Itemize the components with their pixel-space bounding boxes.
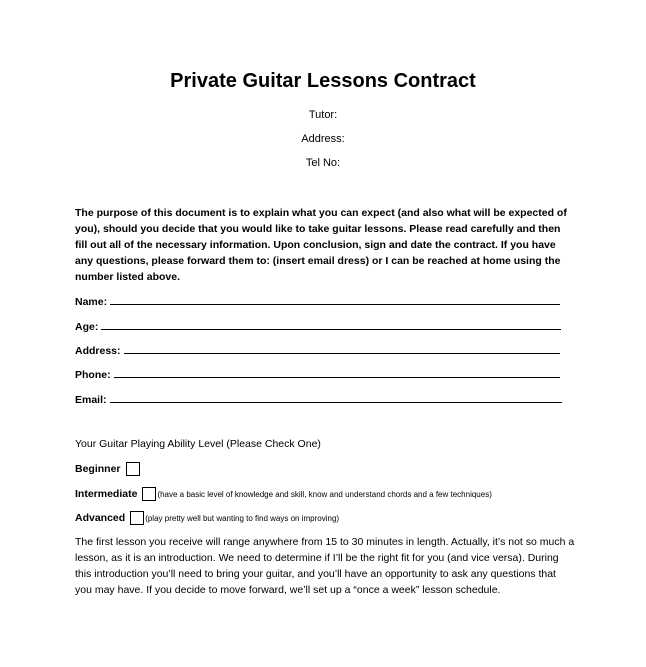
intermediate-checkbox[interactable] [142,487,156,501]
document-title: Private Guitar Lessons Contract [170,70,476,92]
intermediate-label: Intermediate [75,488,138,500]
intermediate-option[interactable] [75,487,492,501]
name-field[interactable] [75,293,560,308]
advanced-label: Advanced [75,512,126,524]
age-line[interactable] [101,318,561,330]
phone-field[interactable] [75,366,560,381]
address-field[interactable] [75,342,560,357]
age-field[interactable] [75,318,561,333]
email-label: Email: [75,394,107,406]
advanced-note: (play pretty well but wanting to find ways on improving) [145,513,340,523]
ability-level-heading: Your Guitar Playing Ability Level (Please Check One) [75,438,321,450]
phone-label: Phone: [75,369,111,381]
address-header-label: Address: [301,133,345,145]
first-lesson-paragraph: The first lesson you receive will range anywhere from 15 to 30 minutes in length. Actually, it’s not so much a lesson, as it is an introduction. We need to determine if I’ll be the right fit for you (and vice versa). During this introduction you’ll need to bring your guitar, and you’ll have an opportunity to ask any questions that you may have. If you decide to move forward, we’ll set up a “once a week” lesson schedule. [75,536,575,596]
address-label: Address: [75,345,121,357]
name-line[interactable] [110,293,560,305]
email-field[interactable] [75,391,562,406]
tutor-label: Tutor: [308,109,338,121]
phone-line[interactable] [114,366,560,378]
intermediate-note: (have a basic level of knowledge and skill, know and understand chords and a few techniques) [157,489,492,499]
address-line[interactable] [124,342,560,354]
tel-label: Tel No: [305,157,341,169]
email-line[interactable] [110,391,562,403]
intro-paragraph: The purpose of this document is to explain what you can expect (and also what will be expected of you), should you decide that you would like to take guitar lessons. Please read carefully and then fill out all of the necessary information. Upon conclusion, sign and date the contract. If you have any questions, please forward them to: (insert email dress) or I can be reached at home using the number listed above. [75,207,567,283]
beginner-checkbox[interactable] [126,462,140,476]
name-label: Name: [75,296,108,308]
advanced-option[interactable] [75,511,339,525]
age-label: Age: [75,321,99,333]
beginner-label: Beginner [75,463,121,475]
beginner-option[interactable] [75,462,140,476]
advanced-checkbox[interactable] [130,511,144,525]
